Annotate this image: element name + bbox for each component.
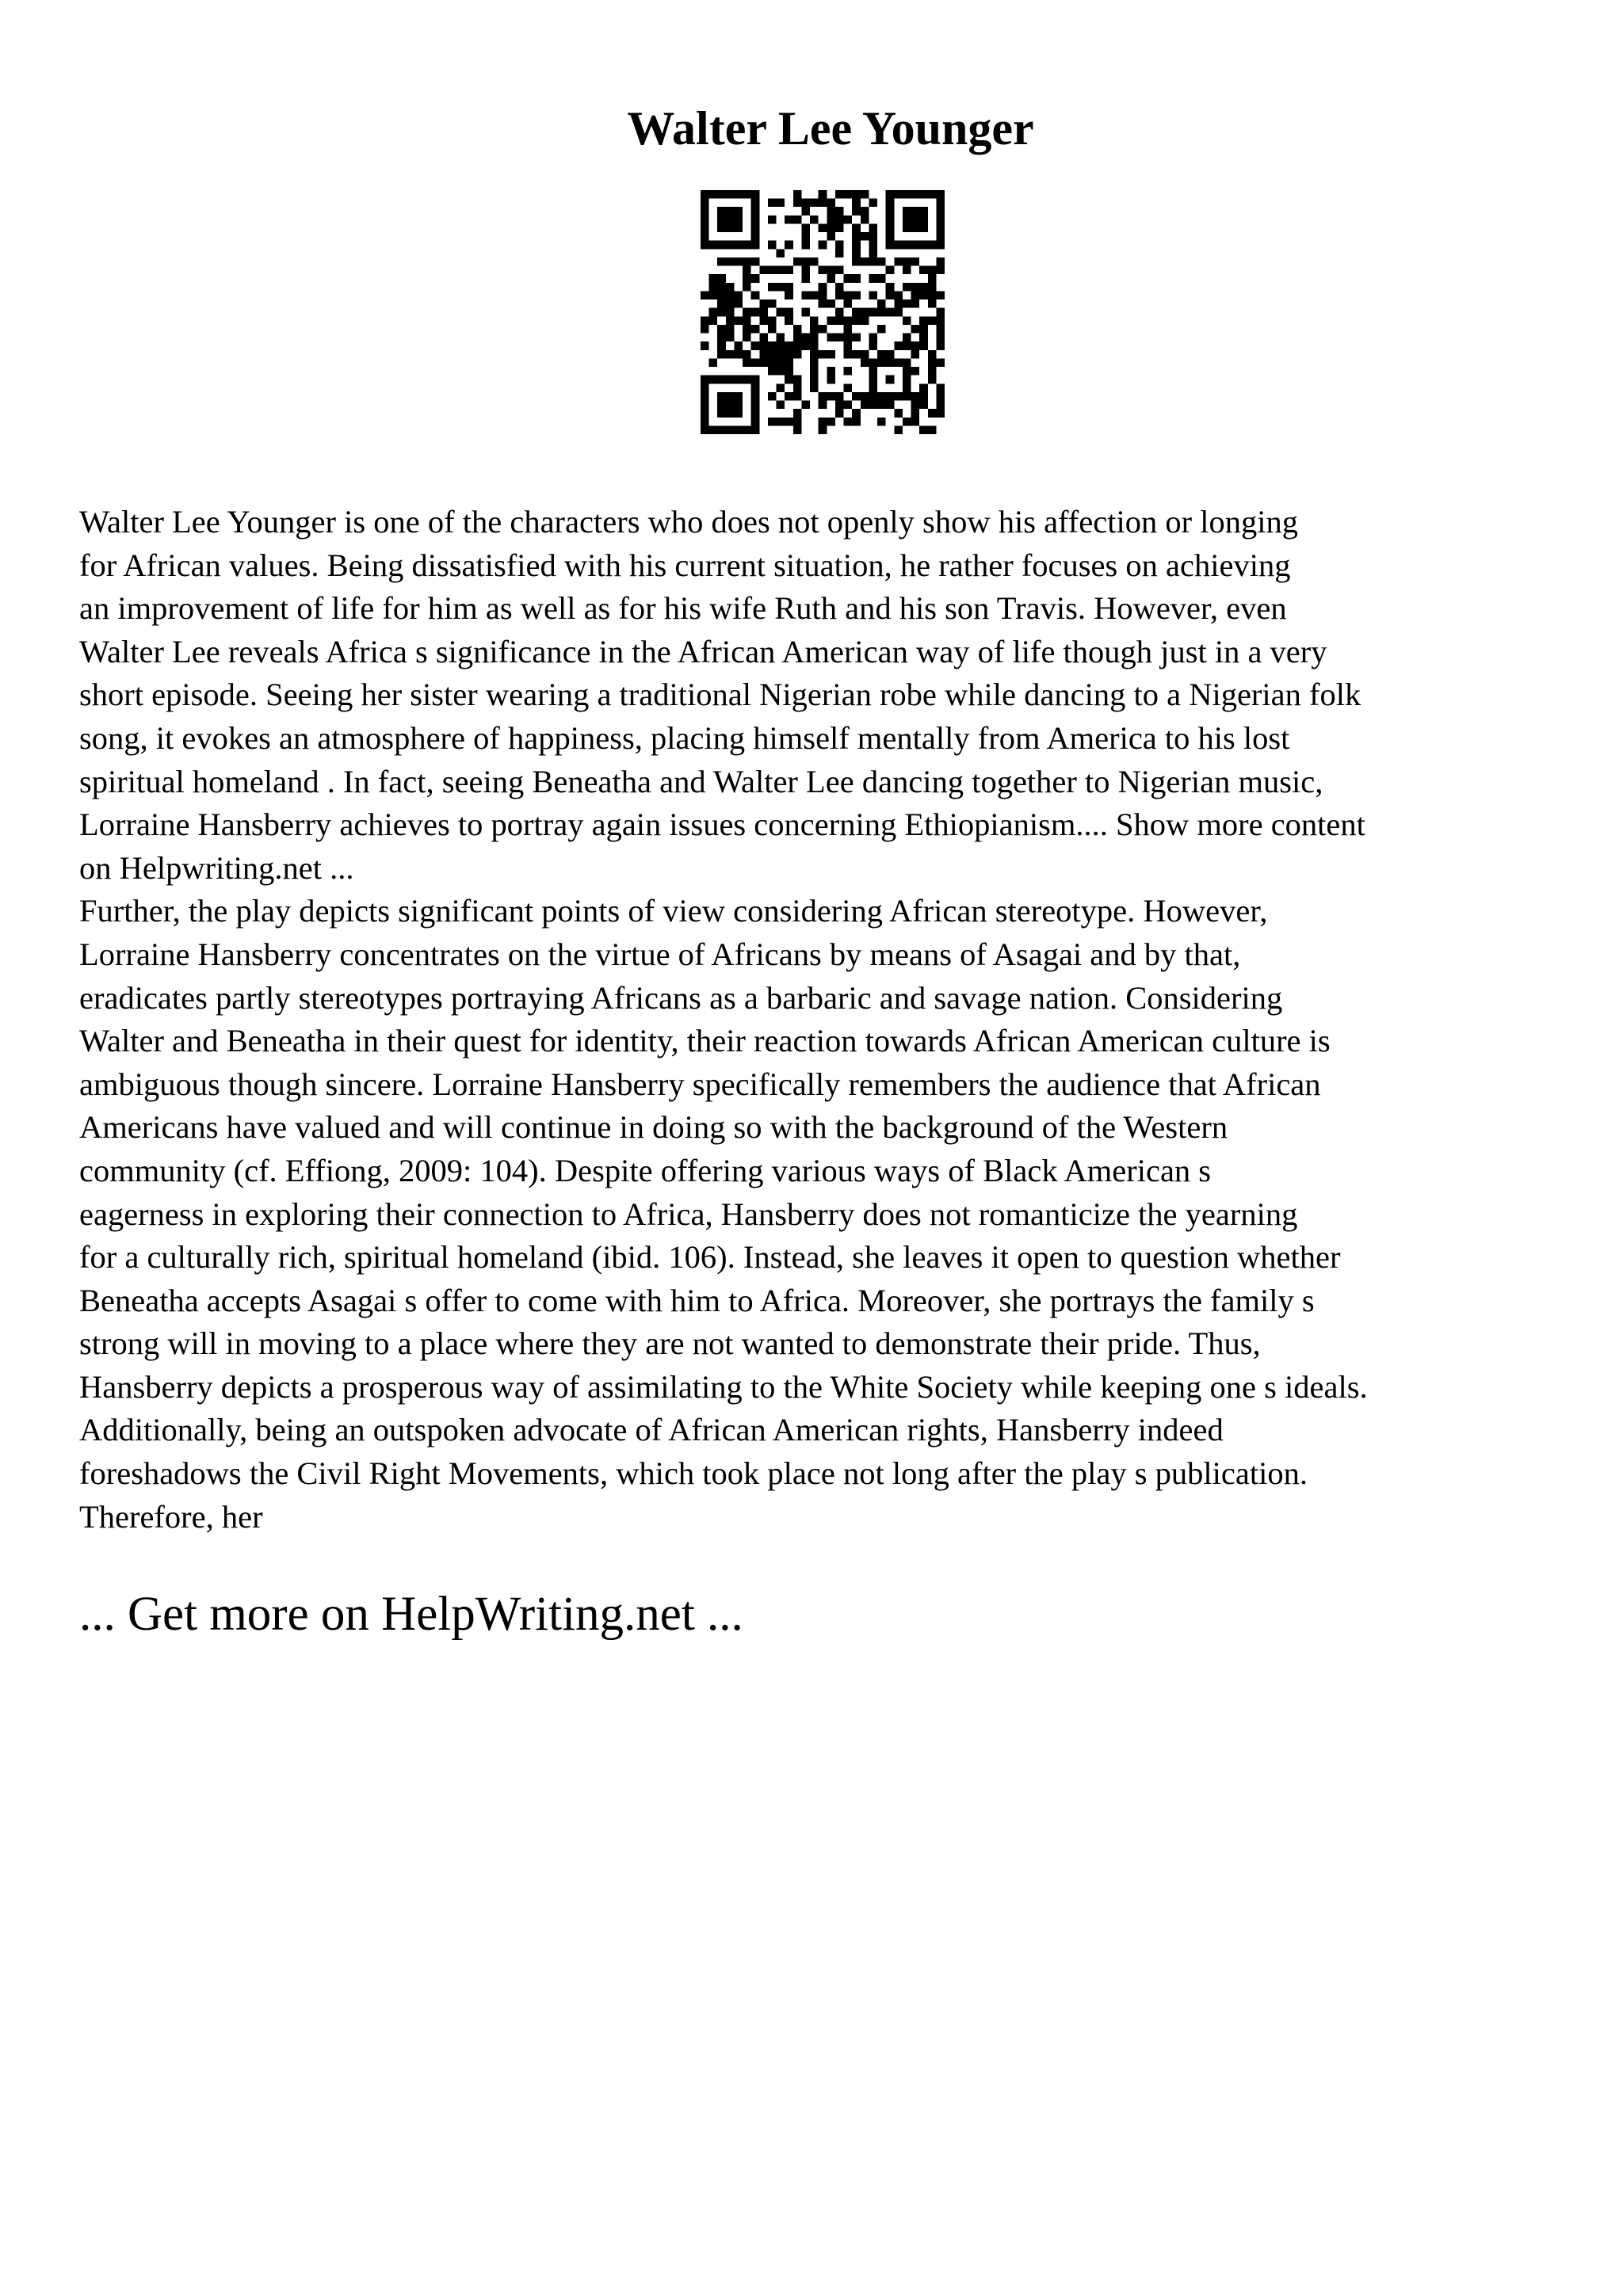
page-title: Walter Lee Younger bbox=[627, 102, 1034, 154]
text-line: Lorraine Hansberry concentrates on the virtue of Africans by means of Asagai and by that, bbox=[79, 936, 1241, 972]
article-body bbox=[79, 501, 1569, 1539]
text-line: an improvement of life for him as well as for his wife Ruth and his son Travis. However, even bbox=[79, 590, 1287, 627]
text-line: foreshadows the Civil Right Movements, which took place not long after the play s publication. bbox=[79, 1455, 1308, 1492]
text-line: strong will in moving to a place where they are not wanted to demonstrate their pride. Thus, bbox=[79, 1325, 1261, 1362]
text-line: short episode. Seeing her sister wearing a traditional Nigerian robe while dancing to a Nigerian folk bbox=[79, 677, 1361, 713]
text-line: Further, the play depicts significant points of view considering African stereotype. However, bbox=[79, 893, 1268, 929]
text-line: Lorraine Hansberry achieves to portray again issues concerning Ethiopianism.... Show more content bbox=[79, 807, 1365, 843]
text-line: Walter Lee Younger is one of the characters who does not openly show his affection or longing bbox=[79, 504, 1298, 540]
text-line: Americans have valued and will continue in doing so with the background of the Western bbox=[79, 1109, 1228, 1146]
text-line: community (cf. Effiong, 2009: 104). Despite offering various ways of Black American s bbox=[79, 1152, 1212, 1188]
text-line: for African values. Being dissatisfied with his current situation, he rather focuses on achieving bbox=[79, 547, 1291, 583]
text-line: eradicates partly stereotypes portraying Africans as a barbaric and savage nation. Considering bbox=[79, 979, 1283, 1016]
text-line: on Helpwriting.net ... bbox=[79, 849, 354, 886]
get-more-link[interactable]: ... Get more on HelpWriting.net ... bbox=[79, 1588, 743, 1641]
text-line: Beneatha accepts Asagai s offer to come with him to Africa. Moreover, she portrays the family s bbox=[79, 1282, 1315, 1318]
text-line: eagerness in exploring their connection to Africa, Hansberry does not romanticize the yearning bbox=[79, 1196, 1298, 1232]
text-line: Hansberry depicts a prosperous way of assimilating to the White Society while keeping one s ideals. bbox=[79, 1368, 1368, 1405]
text-line: Therefore, her bbox=[79, 1498, 263, 1535]
text-line: song, it evokes an atmosphere of happiness, placing himself mentally from America to his lost bbox=[79, 719, 1290, 756]
text-line: Walter Lee reveals Africa s significance in the African American way of life though just in a very bbox=[79, 633, 1327, 669]
text-line: spiritual homeland . In fact, seeing Beneatha and Walter Lee dancing together to Nigerian music, bbox=[79, 763, 1323, 799]
text-line: Additionally, being an outspoken advocate of African American rights, Hansberry indeed bbox=[79, 1412, 1224, 1448]
text-line: Walter and Beneatha in their quest for identity, their reaction towards African American culture is bbox=[79, 1023, 1331, 1059]
text-line: ambiguous though sincere. Lorraine Hansberry specifically remembers the audience that African bbox=[79, 1066, 1321, 1102]
text-line: for a culturally rich, spiritual homeland (ibid. 106). Instead, she leaves it open to question whether bbox=[79, 1239, 1341, 1276]
qr-code-icon[interactable] bbox=[701, 190, 945, 434]
